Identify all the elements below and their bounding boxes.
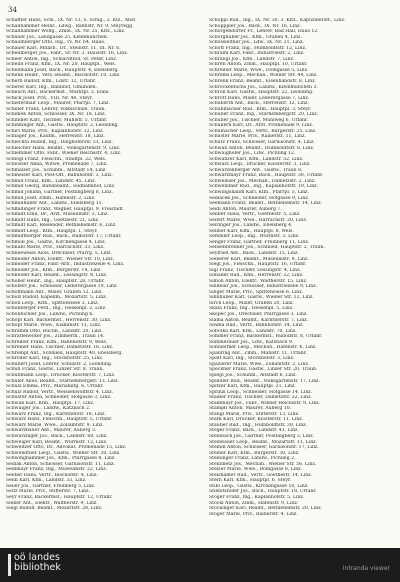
directory-entry: Seyfried Ant., Bäck., Landstr. 15, Linz.: [209, 250, 299, 256]
directory-entry: Seiringer Jos., Landw., Ebelsberg 4.: [209, 223, 293, 229]
directory-entry: Schrefl Anton, Zmm., Hauptpl. 10, Urfahr.: [209, 62, 308, 68]
directory-entry: Semmler Leop., Ing., Wurmstr. 3, Linz.: [209, 234, 300, 240]
left-column: [6, 18, 196, 512]
directory-entry: Spanring Ant., Zmm., Mühlstr. 11, Urfahr.: [209, 350, 307, 356]
directory-entry: Seidl Anton, Maurer, Auberg 7.: [209, 206, 282, 212]
directory-entry: Seemann Franz, Beamt., Bethlehemstr. 14, Linz.: [209, 201, 322, 207]
directory-entry: Schiefermair Leop., Maurer, Pfarrpl. 7, Linz.: [6, 101, 110, 107]
footer-bar: [0, 548, 400, 582]
directory-entry: Steiner Karl, Kfm., Bürgerstr. 30, Linz.: [209, 450, 300, 456]
directory-entry: Scherb Rudolf, Kfm., Ldstr. 12, Urfahr.: [6, 79, 97, 85]
directory-entry: Schmidhuber Ant., Landw., Ebelsberg 11.: [6, 201, 104, 207]
directory-entry: Schwarz Franz, Ing., Kärntnerstr. 18, Linz.: [6, 411, 106, 417]
directory-entry: Stöger Marie, Priv., Rainerstr. 4, Linz.: [209, 511, 298, 517]
directory-entry: Sigl Franz, Tischler, Lessingstr. 4, Linz.: [209, 267, 301, 273]
directory-entry: Stadler Franz, Tischler, Dametzstr. 22, Linz.: [209, 395, 312, 401]
directory-entry: Schmoll Jos., Gastw., Kirchengasse 4, Linz.: [6, 239, 107, 245]
directory-entry: Schubert Josef, Lehrer, Schulstr. 2, Leonding.: [6, 361, 113, 367]
logo-text: [14, 553, 61, 573]
directory-entry: Schwendner Rud., Ing., Kaplanhofstr. 19, Linz.: [209, 184, 319, 190]
directory-entry: Sieberer Karl, Beamt., Museumstr. 9, Linz.: [209, 256, 309, 262]
directory-entry: Schweiger Karl, Beamt., Wurmstr. 12, Linz.: [6, 439, 108, 445]
directory-entry: Stelzer Marie, Wwe., Domgasse 8, Linz.: [209, 467, 303, 473]
directory-entry: Schöppl Rud., Ing., IX. Nr. 30, 3. Kltz., Kapuzinerstr., Linz.: [209, 18, 346, 23]
directory-entry: Schleicher Hans, Beamt., Volksgartenstr. 9, Linz.: [6, 145, 121, 151]
directory-entry: Stampfl Anton, Maurer, Auberg 10.: [209, 406, 292, 412]
directory-entry: Sedlmayr Franz, Ing., Museumstr. 22, Linz.: [6, 467, 108, 473]
directory-entry: Schauer Jos., Landgasse 25, Kleinmünchen.: [6, 34, 109, 40]
directory-entry: Schuh Franz, Gastw., Linzer Str. 8, Traun.: [6, 367, 104, 373]
directory-entry: Schönberger Ferd., Ing., Hessenpl. 2, Linz.: [6, 306, 107, 312]
directory-entry: Schullern Karl, Dr., Arzt, Promenade 9, Linz.: [209, 123, 314, 129]
directory-entry: Spiegl Jos., Schuhm., Altstadt 6, Linz.: [209, 373, 297, 378]
directory-entry: Schuhmann Leop., Drucker, Klosterstr. 7, Linz.: [6, 373, 116, 378]
directory-entry: Schweitzer Otto, Dr., Advokat, Promenade 15, Linz.: [6, 445, 127, 451]
directory-entry: Schröckenfuchs Jos., Landw., Kleinmünchen 3.: [209, 84, 318, 90]
directory-entry: Sedlacek Jos., Schneider, Hofgasse 9, Linz.: [209, 195, 310, 201]
directory-entry: Schöffmann Ant., Maler, Graben 12, Linz.: [6, 289, 103, 295]
directory-entry: Schaffler Hans, Schl., IX. Nr. 13, S. Schlg., 2. Ktz., Anst.: [6, 18, 137, 23]
directory-entry: Stiebitzhofer Jos., Bäck., Hauptstr. 18, Urfahr.: [209, 489, 317, 495]
directory-entry: Schroll Karl, Gastw., Hauptstr. 22, Leonding.: [209, 90, 314, 96]
directory-entry: Sinnhuber Karl, Gastw., Wiener Str. 12, Linz.: [209, 295, 314, 301]
directory-entry: Schörghuber Jos., Kfm., Graben 4, Linz.: [209, 34, 302, 40]
directory-entry: Schröder Karl, Ing., Stockhofstr. 25, Linz.: [6, 356, 104, 362]
directory-entry: Schrems Leop., Mechan., Wiener Str. 44, Linz.: [209, 73, 318, 79]
directory-entry: Schwarzmayr Franz, Bäck., Hauptstr. 30, Urfahr.: [209, 173, 324, 179]
directory-entry: Steinbauer Leop., Beamt., Mozartstr. 11, Linz.: [209, 439, 318, 445]
directory-entry: Schreiner Marie, Wwe., Domgasse 5, Linz.: [209, 67, 309, 73]
directory-entry: Schöpf Marie, Wwe., Klammstr. 11, Linz.: [6, 323, 102, 329]
directory-entry: Schallhammer Heinr., Ldwg., Bahnstr. Nr. 9, Steyregg.: [6, 23, 134, 29]
directory-entry: Schlechta Rudolf, Ing., Dinghoferstr. 31, Linz.: [6, 140, 113, 146]
directory-entry: Schmidt Leop., Kfm., Hauptpl. 1, Steyr.: [6, 228, 98, 234]
directory-entry: Schuller Franz, Ing., Starhembergstr. 20, Linz.: [209, 112, 319, 118]
directory-entry: Schmidtberger Rud., Bäck., Rudolfstr. 17, Urfahr.: [6, 234, 122, 240]
directory-entry: Schörgendorfer Fr., Lehrer, Bad Hall, Haus 12.: [209, 29, 319, 35]
directory-entry: Schwarz Marie, Wwe., Zollamtstr. 9, Linz.: [6, 422, 104, 428]
directory-entry: Schossleitner Jos., Ldw., IX. Nr. 21, Linz.: [209, 40, 304, 46]
directory-entry: Schrempf Ant., Schmied, Hauptstr. 40, Ebelsberg.: [6, 350, 123, 356]
directory-entry: Steinbach Jos., Gärtner, Pöstlingberg 3, Linz.: [209, 434, 315, 440]
directory-entry: Schütz Franz, Schlosser, Garnisonstr. 4, Linz.: [209, 140, 315, 146]
directory-entry: Schick Josef, Priv., VIII. Nr. 40, Steyr.: [6, 95, 93, 101]
directory-entry: Seeber Hans, Vertr., Bischofstr. 4, Linz.: [6, 472, 98, 478]
directory-entry: Stadlmayr Jos., Fabr., Wiener Reichsstr. 9, Linz.: [209, 400, 321, 406]
logo-line-2: bibliothek: [14, 562, 61, 573]
directory-entry: Slama Anton, Beamt., Kärntnerstr. 7, Linz.: [209, 317, 309, 323]
directory-entry: Schneeweiss Alois, Drechsler, Pfarrg. 5, Linz.: [6, 250, 112, 256]
directory-entry: Schmid Georg, Bahnbeamt., Südbahnhof, Linz.: [6, 184, 116, 190]
directory-entry: Schneider Karl, Beamt., Lessingstr. 8, Linz.: [6, 273, 108, 279]
directory-entry: Schimek Anton, Schlosser, IX. Nr. 18, Linz.: [6, 112, 106, 118]
directory-entry: Schmid Franz, Kfm., Landstr. 45, Linz.: [6, 178, 96, 184]
directory-entry: Schmalzer Jos., Schuhm., Altstadt 14, Linz.: [6, 167, 107, 173]
directory-entry: Schauer Karl, Mitarb., Dr., Steinstr. 11, III. Nr. 6.: [6, 45, 121, 51]
directory-entry: Schwaiger Jos., Landw., Katzbach 2.: [6, 406, 91, 412]
directory-entry: Schlögl Franz, Fleischh., Stadtpl. 22, Wels.: [6, 156, 107, 162]
directory-entry: Schenk Heinr., Vers.-Beamt., Bischofstr. 10, Linz.: [6, 73, 121, 79]
directory-entry: Schraml Karl, Fabr., Industriestr. 2, Linz.: [209, 51, 305, 57]
directory-entry: Schuster Marie, Priv., Rainerstr. 11, Linz.: [209, 134, 306, 140]
directory-entry: Schneider Jos., Kfm., Bürgerstr. 14, Linz.: [6, 267, 102, 273]
directory-entry: Spazierer Marie, Wwe., Zollamtstr. 2, Linz.: [209, 361, 310, 367]
directory-entry: Scheer Anton, Ing., Schlachthof, St. Peter, Linz.: [6, 56, 118, 62]
directory-entry: Schulz Rudolf, Vertr., Weissenwolffstr. 4, Linz.: [6, 389, 114, 395]
directory-entry: Stern Karl, Kfm., Hauptpl. 6, Steyr.: [209, 478, 292, 484]
directory-entry: Sedlak Anton, Schlosser, Garnisonstr. 11, Linz.: [6, 461, 116, 467]
directory-entry: Schreiber Franz, Kfm., Bahnhofstr. 9, Wels.: [6, 339, 108, 345]
directory-entry: Schindler Karl, Tischler, Mühlstr. 5, Urfahr.: [6, 117, 108, 123]
directory-entry: Schön Leop., Kfm., Spittelwiese 3, Linz.: [6, 300, 99, 306]
directory-entry: Schöberl Jos., Schlosser, Lederergasse 19, Linz.: [6, 284, 118, 290]
directory-entry: Schneider Anton, Elektr., Wiener Str. 10, Linz.: [6, 256, 115, 262]
directory-entry: Speckner Franz, Gastw., Linzer Str. 20, Traun.: [209, 367, 318, 373]
directory-entry: Schumacher Leop., Vertr., Bürgerstr. 25, Linz.: [209, 128, 317, 134]
directory-entry: Schmidt Emil, Dr., Arzt, Museumstr. 3, Linz.: [6, 212, 109, 218]
directory-entry: Schott Franz, Ing., Humboldtstr. 12, Linz.: [209, 45, 307, 51]
directory-entry: Schreiner Hans, Tischler, Dametzstr. 16, Linz.: [6, 345, 114, 351]
directory-entry: Schuller Jos., Tischler, Mühlweg 6, Urfahr.: [209, 117, 309, 123]
directory-entry: Schinkinger Ant., Gastw., Hauptstr. 2, Leonding.: [6, 123, 119, 129]
directory-entry: Sprinzl Leop., Schneider, Hofgasse 14, Linz.: [209, 389, 313, 395]
directory-entry: Steger Franz, Bäck., Landstr. 41, Linz.: [209, 428, 299, 434]
directory-entry: Schuhmacher Rud., Kfm., Hauptpl. 3, Steyr.: [209, 106, 312, 112]
directory-entry: Sommerauer Jos., Ldw., Katzbach 9.: [209, 339, 294, 345]
directory-entry: Schnabl Marie, Priv., Harrachstr. 33, Linz.: [6, 245, 105, 251]
directory-entry: Stangl Marie, Priv., Stifterstr. 13, Linz.: [209, 411, 300, 417]
directory-entry: Schmidt Karl, Reisender, Bethlehemstr. 6, Linz.: [6, 223, 117, 229]
directory-entry: Schwab Karl, Kfm., Hauptpl. 17, Linz.: [6, 400, 95, 406]
page-number: 34: [8, 6, 17, 14]
directory-entry: Siegl Jos., Fleischh., Hauptstr. 16, Urfahr.: [209, 262, 307, 268]
directory-entry: Schmidinger Franz, Wagner, Hauptpl. 9, Freistadt.: [6, 206, 125, 212]
directory-entry: Schulz Emma, Priv., Mariahilfg. 6, Urfahr.: [6, 384, 104, 390]
directory-entry: Schwanzer Karl, Kfm., Landstr. 52, Linz.: [209, 156, 304, 162]
directory-entry: Schuberth Ant., Bäck., Herrenstr. 12, Linz.: [209, 101, 309, 107]
directory-entry: Simader Rud., Kfm., Herrenstr. 22, Linz.: [209, 273, 304, 279]
directory-entry: Schober Heinr., Ing., Hauptstr. 28, Urfahr.: [6, 278, 105, 284]
directory-entry: Sensenbrenner Jos., Schmied, Hauptstr. 2, Traun.: [209, 245, 325, 251]
directory-entry: Scholz Rudolf, Kapellm., Mozartstr. 5, Linz.: [6, 295, 108, 301]
directory-entry: Sobotka Karl, Kfm., Landstr. 70, Linz.: [209, 328, 297, 334]
directory-entry: Schedlberger Jos., Fabr., Sr.-Nr. 3, Haussfr. 16, Linz.: [6, 51, 129, 57]
viewer-label: Intranda viewer: [342, 565, 390, 572]
directory-entry: Scheibl Franz, Kfm., IX. Nr. 20, Hauptpl., Wels.: [6, 62, 117, 68]
directory-entry: Schwaighofer Jos., Ldw., Pichling 12.: [209, 151, 296, 157]
directory-entry: Schwarz Leop., Drucker, Klosterstr. 3, Linz.: [209, 162, 311, 168]
directory-entry: Steinmetz Jos., Mechan., Wiener Str. 56, Linz.: [209, 461, 317, 467]
library-logo[interactable]: [8, 553, 68, 577]
directory-entry: Seitz Marie, Priv., Stifterstr. 7, Linz.: [6, 489, 90, 495]
directory-entry: Seidler Hans, Vertr., Goethestr. 5, Linz.: [209, 212, 301, 218]
directory-entry: Steininger Franz, Landw., Pichling 2.: [209, 456, 296, 462]
directory-entry: Schöpppler Jos., Bäck., IX. Nr. 16, Linz.: [209, 23, 302, 29]
directory-entry: Sirch Leop., Maler, Graben 20, Linz.: [209, 300, 294, 306]
directory-entry: Simon Anton, Elektr., Waltherstr. 15, Linz.: [209, 278, 308, 284]
right-column: [209, 18, 399, 517]
directory-entry: Skopec Jos., Drechsler, Pfarrgasse 3, Linz.: [209, 311, 308, 317]
directory-entry: Schwingshandl Karl, Kfm., Pfarrpl. 5, Linz.: [209, 189, 309, 195]
directory-entry: Stöger Franz, Ing., Kaplanhofstr. 5, Linz.: [209, 495, 305, 501]
directory-entry: Schallhammer Wolfg., Zmm., IX. Nr. 25, Kltz., Linz.: [6, 29, 126, 35]
directory-entry: Schmid Johann, Gärtner, Pöstlingberg 8, Linz.: [6, 189, 113, 195]
directory-entry: Schramm Otto, Buchh., Landstr. 20, Linz.: [6, 328, 103, 334]
directory-entry: Skala Franz, Ing., Hessenpl. 5, Linz.: [209, 306, 294, 312]
directory-entry: Schneider Franz, Fabr.-Arb., Industriezeile 4, Linz.: [6, 262, 125, 268]
directory-entry: Schweinzer Jos., Mechan., Dametzstr. 2, Linz.: [209, 178, 316, 184]
directory-entry: Schmidt Hans, Ing., Goethestr. 21, Linz.: [6, 217, 100, 223]
directory-entry: Sieber Ant., Elektr., Waltherstr. 9, Linz.: [6, 500, 98, 506]
directory-entry: Schwinghammer Jos., Kfm., Pfarrgasse 8, Linz.: [6, 456, 116, 462]
directory-entry: Stauber Rud., Ing., Humboldtstr. 30, Linz.: [209, 422, 308, 428]
directory-entry: Schirl Marie, Priv., Kaplanhofstr. 12, Linz.: [6, 128, 104, 134]
directory-entry: Stockinger Karl, Beamt., Bethlehemstr. 20, Linz.: [209, 506, 323, 512]
directory-entry: Schuster Anton, Schneider, Hofgasse 3, Linz.: [6, 395, 112, 401]
directory-entry: Schönbichler Jos., Landw., Pichling 6.: [6, 311, 94, 317]
directory-entry: Schwendtner Leop., Gastw., Wiener Str. 30, Linz.: [6, 450, 121, 456]
directory-entry: Schrott Hans, Maler, Lederergasse 7, Linz.: [209, 95, 310, 101]
directory-entry: Stibl Leop., Gastw., Kirchengasse 10, Linz.: [209, 483, 309, 489]
directory-entry: Seidl Karl, Kfm., Landstr. 33, Linz.: [6, 478, 87, 484]
directory-entry: Schaumberger Otto, Ing., IV. Nr. 64, Haus.: [6, 40, 106, 46]
logo-line-1: oö landes: [14, 552, 60, 563]
directory-entry: Spitzer Karl, Kfm., Hauptpl. 21, Linz.: [209, 384, 296, 390]
directory-entry: Schwarzbauer Ant., Maurer, Auberg 3.: [6, 428, 97, 434]
directory-entry: Spatt Karl, Ing., Stockhofstr. 3, Linz.: [209, 356, 295, 362]
directory-entry: Schwarzinger Jos., Bäck., Landstr. 60, Linz.: [6, 434, 108, 440]
directory-entry: Schrattenecker Jos., Zimmerm., Traun 14.: [6, 334, 105, 340]
directory-entry: Schopf Karl, Bäckermst., Herrenstr. 30, Linz.: [6, 317, 112, 323]
directory-entry: Schlosser Anna, Witwe, Promenade 7, Linz.: [6, 162, 108, 168]
directory-entry: Schrangl Jos., Kfm., Landstr. 7, Linz.: [209, 56, 295, 62]
directory-entry: Schmid Josef, Zmm., Hafenstr. 2, Linz.: [6, 195, 96, 201]
directory-entry: Schrenk Franz, Beamt., Eisenhandstr. 8, Linz.: [209, 79, 317, 85]
directory-entry: Schlager Jos., Kaufm., Herrenstr. 18, Linz.: [6, 134, 105, 140]
directory-entry: Spindler Rud., Beamt., Volksgartenstr. 17, Linz.: [209, 378, 321, 384]
directory-entry: Sommer Franz, Bäckermst., Rudolfstr. 8, Urfahr.: [209, 334, 323, 340]
directory-entry: Seiler Jos., Gärtner, Freinberg 5, Linz.: [6, 483, 96, 489]
logo-mark-icon: [8, 554, 11, 576]
directory-entry: Schwarzenberger Ant., Gastw., Traun 8.: [209, 167, 303, 173]
directory-entry: Schwab Anton, Beamt., Humboldtstr. 6, Linz.: [209, 145, 315, 151]
directory-entry: Schellmann Josef, Bäck., Hauptstr. 4, Ebelsberg.: [6, 67, 120, 73]
directory-entry: Scheuch Ant., Bäckermst., Marktpl. 3, Enns.: [6, 90, 110, 96]
directory-entry: Schmeiser Karl, Post-Off., Bahnhofstr. 3, Linz.: [6, 173, 113, 179]
directory-entry: Schwarz Hans, Fleischh., Hauptstr. 5, Urfahr.: [6, 417, 113, 423]
directory-entry: Scherer Karl, Ing., Bahnhof, Gmunden.: [6, 84, 98, 90]
directory-entry: Schlemmer Otto, Fabr., Wiener Reichsstr. 4, Linz.: [6, 151, 122, 157]
directory-entry: Stelzhamer Rud., Vertr., Goethestr. 14, Linz.: [209, 472, 313, 478]
directory-entry: Schiller Franz, Lehrer, Volksschule, Traun.: [6, 106, 106, 112]
directory-entry: Sindelar Jos., Schlosser, Industriezeile 9, Linz.: [209, 284, 318, 290]
directory-entry: Stöckl Anton, Zmm., Hafenstr. 9, Linz.: [209, 500, 299, 506]
directory-entry: Singer Marie, Priv., Spittelwiese 6, Linz.: [209, 289, 304, 295]
directory-entry: Steindl Anton, Schlosser, Garnisonstr. 17, Linz.: [209, 445, 319, 451]
directory-entry: Sliwka Rud., Vertr., Bahnhofstr. 14, Linz.: [209, 323, 304, 329]
directory-entry: Seifert Marie, Wwe., Harrachstr. 20, Linz.: [209, 217, 308, 223]
directory-entry: Seyr Franz, Bäckermst., Hauptstr. 12, Urfahr.: [6, 495, 113, 501]
directory-entry: Schuler Alois, Beamt., Starhembergstr. 13, Linz.: [6, 378, 119, 384]
directory-entry: Stark Karl, Drucker, Klosterstr. 11, Linz.: [209, 417, 304, 423]
directory-entry: Siegl Rudolf, Beamt., Mozartstr. 28, Linz.: [6, 506, 103, 512]
directory-entry: Senger Franz, Gärtner, Freinberg 11, Linz.: [209, 239, 310, 245]
directory-entry: Sellner Karl, Kfm., Hauptpl. 8, Wels.: [209, 228, 294, 234]
directory-entry: Sonnleitner Leop., Mechan., Hafenstr. 6, Linz.: [209, 345, 317, 351]
